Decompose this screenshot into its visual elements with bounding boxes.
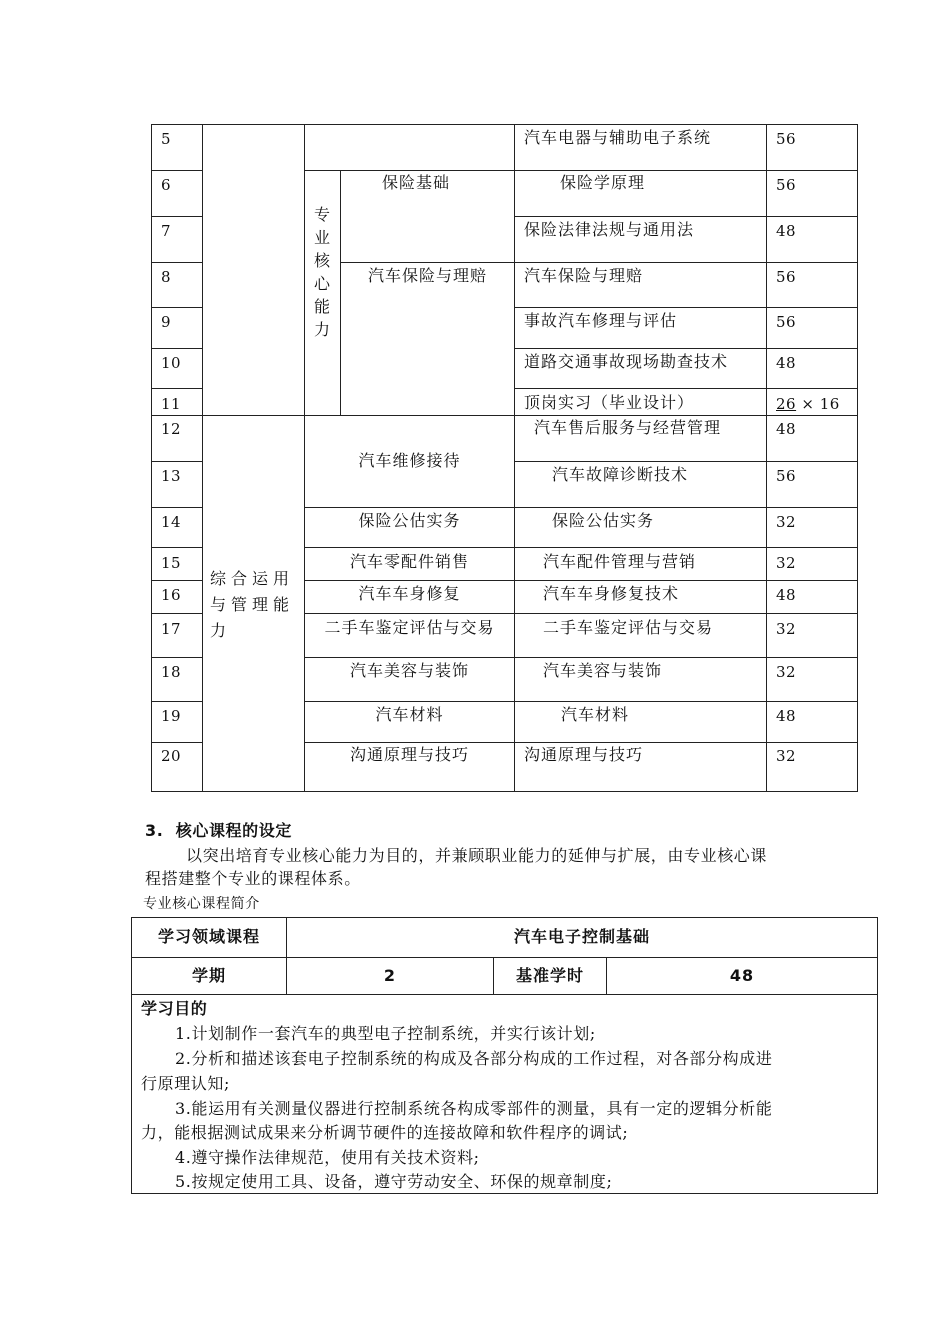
- course-name: 汽车配件管理与营销: [543, 552, 697, 571]
- field-value: 汽车电子控制基础: [513, 927, 650, 946]
- row-number: 14: [161, 513, 182, 531]
- course-name: 汽车电器与辅助电子系统: [524, 128, 712, 147]
- table-divider: [340, 170, 341, 415]
- field-insurance-claims: 汽车保险与理赔: [367, 266, 487, 285]
- row-number: 13: [161, 467, 182, 485]
- row-divider: [151, 262, 203, 263]
- row-divider: [151, 461, 203, 462]
- goal-line: 5.按规定使用工具、设备，遵守劳动安全、环保的规章制度;: [175, 1172, 613, 1191]
- core-course-intro: 专业核心课程简介: [143, 896, 260, 912]
- table-divider: [514, 124, 515, 792]
- course-hours: 48: [776, 707, 797, 725]
- row-divider: [304, 580, 858, 581]
- goal-line: 3.能运用有关测量仪器进行控制系统各构成零部件的测量，具有一定的逻辑分析能: [175, 1099, 773, 1118]
- course-hours: 56: [776, 268, 797, 286]
- course-hours: 56: [776, 467, 797, 485]
- course-name: 汽车材料: [561, 705, 630, 724]
- course-name: 道路交通事故现场勘查技术: [524, 352, 729, 371]
- row-number: 20: [161, 747, 182, 765]
- field-appraisal: 保险公估实务: [358, 511, 461, 530]
- row-divider: [514, 307, 858, 308]
- field-body-repair: 汽车车身修复: [358, 584, 461, 603]
- field-label: 学习领域课程: [157, 927, 260, 946]
- table-border-left: [151, 124, 152, 792]
- table-border-bottom: [131, 1193, 878, 1194]
- row-number: 15: [161, 554, 182, 572]
- row-divider: [131, 994, 878, 995]
- course-hours-multiplier: × 16: [796, 395, 840, 413]
- section-paragraph-line: 以突出培育专业核心能力为目的，并兼顾职业能力的延伸与扩展，由专业核心课: [186, 846, 768, 865]
- row-divider: [514, 216, 858, 217]
- row-divider: [340, 262, 858, 263]
- row-number: 16: [161, 586, 182, 604]
- course-name: 事故汽车修理与评估: [524, 311, 678, 330]
- course-name: 保险学原理: [560, 173, 646, 192]
- course-name: 顶岗实习（毕业设计）: [524, 393, 695, 412]
- course-hours: 56: [776, 130, 797, 148]
- row-divider: [131, 957, 878, 958]
- row-divider: [151, 701, 203, 702]
- table-divider: [766, 124, 767, 792]
- row-number: 7: [161, 222, 172, 240]
- course-name: 保险法律法规与通用法: [524, 220, 695, 239]
- row-divider: [304, 701, 858, 702]
- row-divider: [151, 580, 203, 581]
- row-divider: [304, 613, 858, 614]
- row-divider: [151, 216, 203, 217]
- goal-line: 力，能根据测试成果来分析调节硬件的连接故障和软件程序的调试;: [141, 1123, 629, 1142]
- row-number: 8: [161, 268, 172, 286]
- hours-value: 48: [729, 966, 755, 985]
- course-name: 保险公估实务: [552, 511, 655, 530]
- hours-label: 基准学时: [515, 966, 584, 985]
- field-insurance-basic: 保险基础: [381, 173, 450, 192]
- goal-line: 1.计划制作一套汽车的典型电子控制系统，并实行该计划;: [175, 1024, 596, 1043]
- goal-line: 4.遵守操作法律规范，使用有关技术资料;: [175, 1148, 480, 1167]
- row-number: 19: [161, 707, 182, 725]
- row-divider: [151, 388, 203, 389]
- table-border-right: [857, 124, 858, 792]
- ability-group-comprehensive-text: 综合运用与管理能力: [210, 569, 295, 640]
- row-divider: [514, 388, 858, 389]
- row-divider: [304, 170, 858, 171]
- course-hours: 32: [776, 663, 797, 681]
- row-number: 9: [161, 313, 172, 331]
- course-name: 汽车美容与装饰: [543, 661, 663, 680]
- table-border-top: [151, 124, 858, 125]
- row-divider: [514, 348, 858, 349]
- field-communication: 沟通原理与技巧: [349, 745, 469, 764]
- goal-heading: 学习目的: [141, 999, 208, 1018]
- table-border-top: [131, 917, 878, 918]
- course-hours: 48: [776, 222, 797, 240]
- table-border-bottom: [151, 791, 858, 792]
- term-label: 学期: [191, 966, 226, 985]
- row-divider: [151, 348, 203, 349]
- course-name: 汽车故障诊断技术: [552, 465, 689, 484]
- row-divider: [151, 415, 858, 416]
- course-hours: 32: [776, 513, 797, 531]
- row-number: 17: [161, 620, 182, 638]
- course-name: 汽车车身修复技术: [543, 584, 680, 603]
- row-divider: [151, 307, 203, 308]
- course-name: 二手车鉴定评估与交易: [543, 618, 714, 637]
- ability-group-comprehensive: [210, 566, 300, 644]
- course-name: 沟通原理与技巧: [524, 745, 644, 764]
- row-divider: [514, 461, 858, 462]
- term-value: 2: [383, 966, 397, 985]
- row-number: 18: [161, 663, 182, 681]
- row-number: 10: [161, 354, 182, 372]
- course-name: 汽车保险与理赔: [524, 266, 644, 285]
- course-hours: 48: [776, 354, 797, 372]
- course-name: 汽车售后服务与经营管理: [534, 418, 722, 437]
- course-hours: 32: [776, 620, 797, 638]
- row-divider: [151, 547, 203, 548]
- course-hours: 56: [776, 313, 797, 331]
- row-divider: [304, 507, 858, 508]
- course-hours: 32: [776, 747, 797, 765]
- section-paragraph-line: 程搭建整个专业的课程体系。: [145, 869, 361, 888]
- table-border-left: [131, 917, 132, 1194]
- field-materials: 汽车材料: [375, 705, 444, 724]
- row-number: 6: [161, 176, 172, 194]
- course-hours: 56: [776, 176, 797, 194]
- course-hours: [776, 394, 840, 414]
- row-divider: [151, 170, 203, 171]
- table-divider: [202, 124, 203, 792]
- field-used-car: 二手车鉴定评估与交易: [324, 618, 495, 637]
- field-beauty: 汽车美容与装饰: [349, 661, 469, 680]
- row-divider: [151, 613, 203, 614]
- course-hours: 48: [776, 420, 797, 438]
- course-hours: 48: [776, 586, 797, 604]
- course-hours: 32: [776, 554, 797, 572]
- row-divider: [151, 507, 203, 508]
- row-divider: [304, 742, 858, 743]
- row-number: 12: [161, 420, 182, 438]
- row-divider: [151, 657, 203, 658]
- row-divider: [304, 547, 858, 548]
- row-number: 5: [161, 130, 172, 148]
- course-hours-underlined: 26: [776, 395, 797, 413]
- goal-line: 2.分析和描述该套电子控制系统的构成及各部分构成的工作过程，对各部分构成进: [175, 1049, 773, 1068]
- row-divider: [304, 657, 858, 658]
- field-parts-sales: 汽车零配件销售: [349, 552, 469, 571]
- table-border-right: [877, 917, 878, 1194]
- row-number: 11: [161, 395, 182, 413]
- section-heading: 3. 核心课程的设定: [145, 821, 292, 840]
- ability-group-core: 专业核心能力: [313, 205, 330, 339]
- field-repair-reception: 汽车维修接待: [358, 451, 461, 470]
- row-divider: [151, 742, 203, 743]
- goal-line: 行原理认知;: [141, 1074, 230, 1093]
